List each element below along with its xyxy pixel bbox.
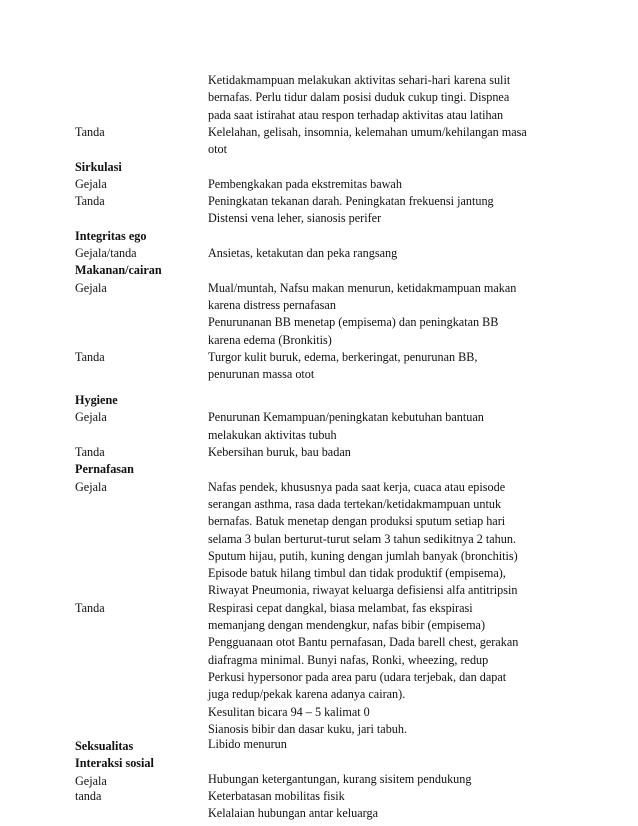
pernafasan-tanda-line: juga redup/pekak karena adanya cairan). [208, 687, 406, 702]
interaksi-gejala-line: Hubungan ketergantungan, kurang sisitem pendukung [208, 771, 472, 786]
pernafasan-gejala-line: Riwayat Pneumonia, riwayat keluarga defisiensi alfa antitripsin [208, 583, 518, 598]
pernafasan-tanda-line: Pengguanaan otot Bantu pernafasan, Dada barell chest, gerakan [208, 635, 519, 650]
hygiene-gejala-line: melakukan aktivitas tubuh [208, 427, 337, 442]
makanan-gejala-line: karena edema (Bronkitis) [208, 332, 332, 347]
section-heading-interaksi-sosial: Interaksi sosial [75, 756, 154, 771]
integritas-ego-label: Gejala/tanda [75, 246, 137, 260]
pernafasan-tanda-line: Sianosis bibir dan dasar kuku, jari tabuh. [208, 721, 408, 736]
hygiene-tanda-label: Tanda [75, 444, 105, 459]
sirkulasi-tanda-line: Distensi vena leher, sianosis perifer [208, 211, 382, 226]
makanan-tanda-label: Tanda [75, 349, 105, 364]
pernafasan-tanda-line: diafragma minimal. Bunyi nafas, Ronki, wheezing, redup [208, 652, 489, 667]
sirkulasi-tanda-line: Peningkatan tekanan darah. Peningkatan frekuensi jantung [208, 194, 494, 209]
pernafasan-tanda-line: Respirasi cepat dangkal, biasa melambat, fas ekspirasi [208, 600, 473, 615]
pernafasan-gejala-line: Nafas pendek, khususnya pada saat kerja, cuaca atau episode [208, 479, 506, 494]
interaksi-tanda-label: tanda [75, 789, 102, 803]
pernafasan-tanda-line: memanjang dengan mendengkur, nafas bibir (empisema) [208, 618, 486, 632]
makanan-gejala-line: karena distress pernafasan [208, 297, 336, 312]
seksualitas-line: Libido menurun [208, 737, 287, 752]
pernafasan-tanda-label: Tanda [75, 600, 105, 615]
intro-line: otot [208, 142, 227, 157]
hygiene-tanda-line: Kebersihan buruk, bau badan [208, 444, 351, 459]
sirkulasi-gejala-line: Pembengkakan pada ekstremitas bawah [208, 176, 402, 191]
section-heading-makanan-cairan: Makanan/cairan [75, 263, 162, 278]
interaksi-tanda-line: Keterbatasan mobilitas fisik [208, 789, 345, 803]
pernafasan-tanda-line: Kesulitan bicara 94 – 5 kalimat 0 [208, 704, 370, 719]
intro-line: Ketidakmampuan melakukan aktivitas sehari-hari karena sulit [208, 73, 511, 87]
pernafasan-gejala-line: Sputum hijau, putih, kuning dengan jumlah banyak (bronchitis) [208, 548, 518, 563]
integritas-ego-line: Ansietas, ketakutan dan peka rangsang [208, 246, 398, 260]
section-heading-pernafasan: Pernafasan [75, 462, 134, 477]
section-heading-hygiene: Hygiene [75, 393, 118, 408]
intro-line: bernafas. Perlu tidur dalam posisi duduk cukup tingi. Dispnea [208, 90, 510, 105]
section-heading-integritas-ego: Integritas ego [75, 228, 147, 243]
intro-line: pada saat istirahat atau respon terhadap aktivitas atau latihan [208, 107, 504, 122]
makanan-tanda-line: penurunan massa otot [208, 367, 315, 382]
intro-line: Kelelahan, gelisah, insomnia, kelemahan umum/kehilangan masa [208, 124, 527, 139]
makanan-gejala-label: Gejala [75, 280, 107, 295]
pernafasan-gejala-line: Episode batuk hilang timbul dan tidak produktif (empisema), [208, 566, 506, 580]
hygiene-gejala-label: Gejala [75, 410, 107, 425]
hygiene-gejala-line: Penurunan Kemampuan/peningkatan kebutuhan bantuan [208, 410, 484, 425]
pernafasan-gejala-line: serangan asthma, rasa dada tertekan/ketidakmampuan untuk [208, 496, 502, 511]
makanan-tanda-line: Turgor kulit buruk, edema, berkeringat, penurunan BB, [208, 349, 478, 364]
section-heading-seksualitas: Seksualitas [75, 739, 134, 754]
interaksi-tanda-line: Kelalaian hubungan antar keluarga [208, 806, 378, 821]
makanan-gejala-line: Penurunanan BB menetap (empisema) dan peningkatan BB [208, 315, 499, 330]
makanan-gejala-line: Mual/muntah, Nafsu makan menurun, ketidakmampuan makan [208, 280, 517, 295]
pernafasan-tanda-line: Perkusi hypersonor pada area paru (udara terjebak, dan dapat [208, 669, 507, 684]
pernafasan-gejala-line: bernafas. Batuk menetap dengan produksi sputum setiap hari [208, 514, 506, 529]
pernafasan-gejala-label: Gejala [75, 479, 107, 494]
sirkulasi-tanda-label: Tanda [75, 194, 105, 209]
pernafasan-gejala-line: selama 3 bulan berturut-turut selam 3 tahun sedikitnya 2 tahun. [208, 531, 516, 546]
section-heading-sirkulasi: Sirkulasi [75, 159, 122, 174]
intro-tanda-label: Tanda [75, 124, 105, 139]
interaksi-gejala-label: Gejala [75, 773, 107, 788]
sirkulasi-gejala-label: Gejala [75, 176, 107, 191]
